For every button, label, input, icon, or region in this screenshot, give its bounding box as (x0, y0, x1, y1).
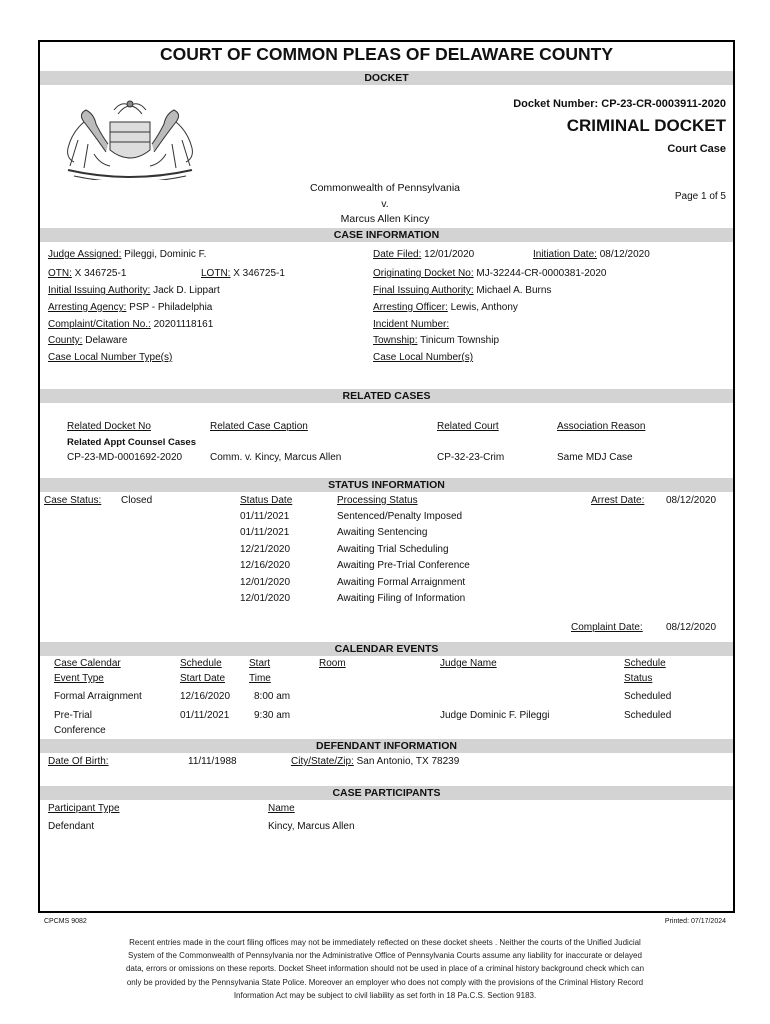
participant-name-header: Name (268, 803, 295, 814)
case-local-numbers-label: Case Local Number(s) (373, 352, 474, 363)
calendar-header-judge: Judge Name (440, 658, 497, 669)
final-issuing-row (373, 285, 551, 296)
disclaimer-line: System of the Commonwealth of Pennsylvania nor the Administrative Office of Pennsylvania Courts assume any liability for inaccurate or delayed (128, 951, 642, 961)
related-court-value: CP-32-23-Crim (437, 452, 505, 463)
city-state-zip-row (291, 756, 459, 767)
date-filed-value: 12/01/2020 (424, 249, 475, 260)
case-status-value: Closed (121, 495, 153, 506)
calendar-header-schedule-2: Schedule (624, 658, 666, 669)
arrest-date-value: 08/12/2020 (666, 495, 717, 506)
calendar-header-start: Start (249, 658, 271, 669)
disclaimer-line: data, errors or omissions on these reports. Docket Sheet information should not be used in place of a criminal history background check which can (125, 964, 645, 974)
otn-label: OTN: (48, 268, 72, 279)
defendant-information-bar: DEFENDANT INFORMATION (40, 739, 733, 753)
case-local-type-label: Case Local Number Type(s) (48, 352, 173, 363)
calendar-judge: Judge Dominic F. Pileggi (440, 710, 550, 721)
dob-label: Date Of Birth: (48, 756, 109, 767)
processing-status: Awaiting Pre-Trial Conference (337, 560, 470, 571)
calendar-start-time: 9:30 am (254, 710, 291, 721)
related-group-label: Related Appt Counsel Cases (67, 437, 196, 448)
participant-name: Kincy, Marcus Allen (268, 821, 355, 832)
initiation-date-label: Initiation Date: (533, 249, 597, 260)
township-value: Tinicum Township (420, 335, 499, 346)
calendar-header-schedule: Schedule (180, 658, 222, 669)
printed-date: Printed: 07/17/2024 (664, 918, 726, 925)
originating-docket-value: MJ-32244-CR-0000381-2020 (476, 268, 607, 279)
city-state-zip-value: San Antonio, TX 78239 (356, 756, 460, 767)
pennsylvania-seal-icon (48, 92, 212, 180)
originating-docket-row (373, 268, 606, 279)
city-state-zip-label: City/State/Zip: (291, 756, 354, 767)
initial-issuing-value: Jack D. Lippart (153, 285, 220, 296)
arrest-date-label: Arrest Date: (591, 495, 645, 506)
case-participants-bar: CASE PARTICIPANTS (40, 786, 733, 800)
form-id: CPCMS 9082 (44, 918, 87, 925)
status-date: 12/01/2020 (240, 577, 291, 588)
calendar-event-type: Pre-Trial (54, 710, 92, 721)
processing-status: Awaiting Filing of Information (337, 593, 466, 604)
calendar-event-type-cont: Conference (54, 725, 106, 736)
docket-bar: DOCKET (40, 71, 733, 85)
lotn-value: X 346725-1 (233, 268, 285, 279)
caption-plaintiff: Commonwealth of Pennsylvania (310, 182, 460, 194)
arresting-agency-row (48, 302, 212, 313)
date-filed-row (373, 249, 474, 260)
judge-assigned-label: Judge Assigned: (48, 249, 122, 260)
status-date: 01/11/2021 (240, 511, 290, 522)
initial-issuing-label: Initial Issuing Authority: (48, 285, 151, 296)
date-filed-label: Date Filed: (373, 249, 422, 260)
related-docket-header: Related Docket No (67, 421, 151, 432)
judge-assigned-value: Pileggi, Dominic F. (124, 249, 207, 260)
association-reason-value: Same MDJ Case (557, 452, 633, 463)
caption-versus: v. (381, 198, 389, 210)
county-row (48, 335, 128, 346)
status-date: 01/11/2021 (240, 527, 290, 538)
case-kind: Court Case (667, 143, 726, 155)
participant-type-header: Participant Type (48, 803, 120, 814)
caption-defendant: Marcus Allen Kincy (340, 213, 430, 225)
originating-docket-label: Originating Docket No: (373, 268, 474, 279)
calendar-start-date: 12/16/2020 (180, 691, 231, 702)
calendar-events-bar: CALENDAR EVENTS (40, 642, 733, 656)
incident-label: Incident Number: (373, 319, 450, 330)
otn-value: X 346725-1 (74, 268, 127, 279)
docket-number: Docket Number: CP-23-CR-0003911-2020 (513, 98, 726, 110)
disclaimer (80, 936, 690, 1002)
arresting-agency-value: PSP - Philadelphia (129, 302, 213, 313)
status-information-bar: STATUS INFORMATION (40, 478, 733, 492)
township-row (373, 335, 499, 346)
docket-type: CRIMINAL DOCKET (566, 116, 726, 135)
calendar-event-type: Formal Arraignment (54, 691, 142, 702)
final-issuing-value: Michael A. Burns (476, 285, 552, 296)
processing-status: Sentenced/Penalty Imposed (337, 511, 463, 522)
judge-assigned-row (48, 249, 206, 260)
complaint-row (48, 319, 213, 330)
related-court-header: Related Court (437, 421, 499, 432)
complaint-date-label: Complaint Date: (571, 622, 643, 633)
calendar-header-time: Time (249, 673, 271, 684)
calendar-start-date: 01/11/2021 (180, 710, 230, 721)
initiation-date-row (533, 249, 650, 260)
processing-status: Awaiting Formal Arraignment (337, 577, 466, 588)
processing-status: Awaiting Sentencing (337, 527, 428, 538)
status-date: 12/16/2020 (240, 560, 291, 571)
association-reason-header: Association Reason (557, 421, 646, 432)
arresting-officer-label: Arresting Officer: (373, 302, 448, 313)
page-indicator: Page 1 of 5 (674, 191, 726, 202)
initial-issuing-row (48, 285, 220, 296)
county-label: County: (48, 335, 83, 346)
arresting-agency-label: Arresting Agency: (48, 302, 127, 313)
initiation-date-value: 08/12/2020 (599, 249, 650, 260)
case-information-bar: CASE INFORMATION (40, 228, 733, 242)
calendar-header-case-calendar: Case Calendar (54, 658, 121, 669)
incident-row (373, 319, 449, 330)
arresting-officer-row (373, 302, 518, 313)
calendar-header-status: Status (624, 673, 653, 684)
arresting-officer-value: Lewis, Anthony (450, 302, 518, 313)
complaint-value: 20201118161 (153, 319, 214, 330)
complaint-date-value: 08/12/2020 (666, 622, 717, 633)
complaint-label: Complaint/Citation No.: (48, 319, 151, 330)
county-value: Delaware (85, 335, 128, 346)
calendar-header-room: Room (319, 658, 346, 669)
disclaimer-line: Information Act may be subject to civil liability as set forth in 18 Pa.C.S. Section 9183. (233, 990, 537, 1000)
status-date: 12/21/2020 (240, 544, 291, 555)
disclaimer-line: only be provided by the Pennsylvania State Police. Moreover an employer who does not comply with the provisions of the Criminal History Record (126, 977, 644, 987)
processing-status-header: Processing Status (337, 495, 418, 506)
court-title: COURT OF COMMON PLEAS OF DELAWARE COUNTY (159, 44, 614, 64)
participant-type: Defendant (48, 821, 95, 832)
final-issuing-label: Final Issuing Authority: (373, 285, 474, 296)
township-label: Township: (373, 335, 418, 346)
related-caption-header: Related Case Caption (210, 421, 308, 432)
status-date: 12/01/2020 (240, 593, 291, 604)
related-docket-value: CP-23-MD-0001692-2020 (67, 452, 183, 463)
case-status-label: Case Status: (44, 495, 102, 506)
related-cases-bar: RELATED CASES (40, 389, 733, 403)
calendar-header-event-type: Event Type (54, 673, 104, 684)
otn-row (48, 268, 126, 279)
calendar-header-start-date: Start Date (180, 673, 226, 684)
calendar-status: Scheduled (624, 691, 672, 702)
dob-value: 11/11/1988 (188, 756, 237, 767)
calendar-start-time: 8:00 am (254, 691, 291, 702)
processing-status: Awaiting Trial Scheduling (337, 544, 449, 555)
lotn-label: LOTN: (201, 268, 231, 279)
lotn-row (201, 268, 285, 279)
disclaimer-line: Recent entries made in the court filing offices may not be immediately reflected on these docket sheets . Neither the courts of the Unified Judicial (129, 938, 641, 947)
calendar-status: Scheduled (624, 710, 672, 721)
status-date-header: Status Date (240, 495, 293, 506)
related-caption-value: Comm. v. Kincy, Marcus Allen (210, 452, 342, 463)
